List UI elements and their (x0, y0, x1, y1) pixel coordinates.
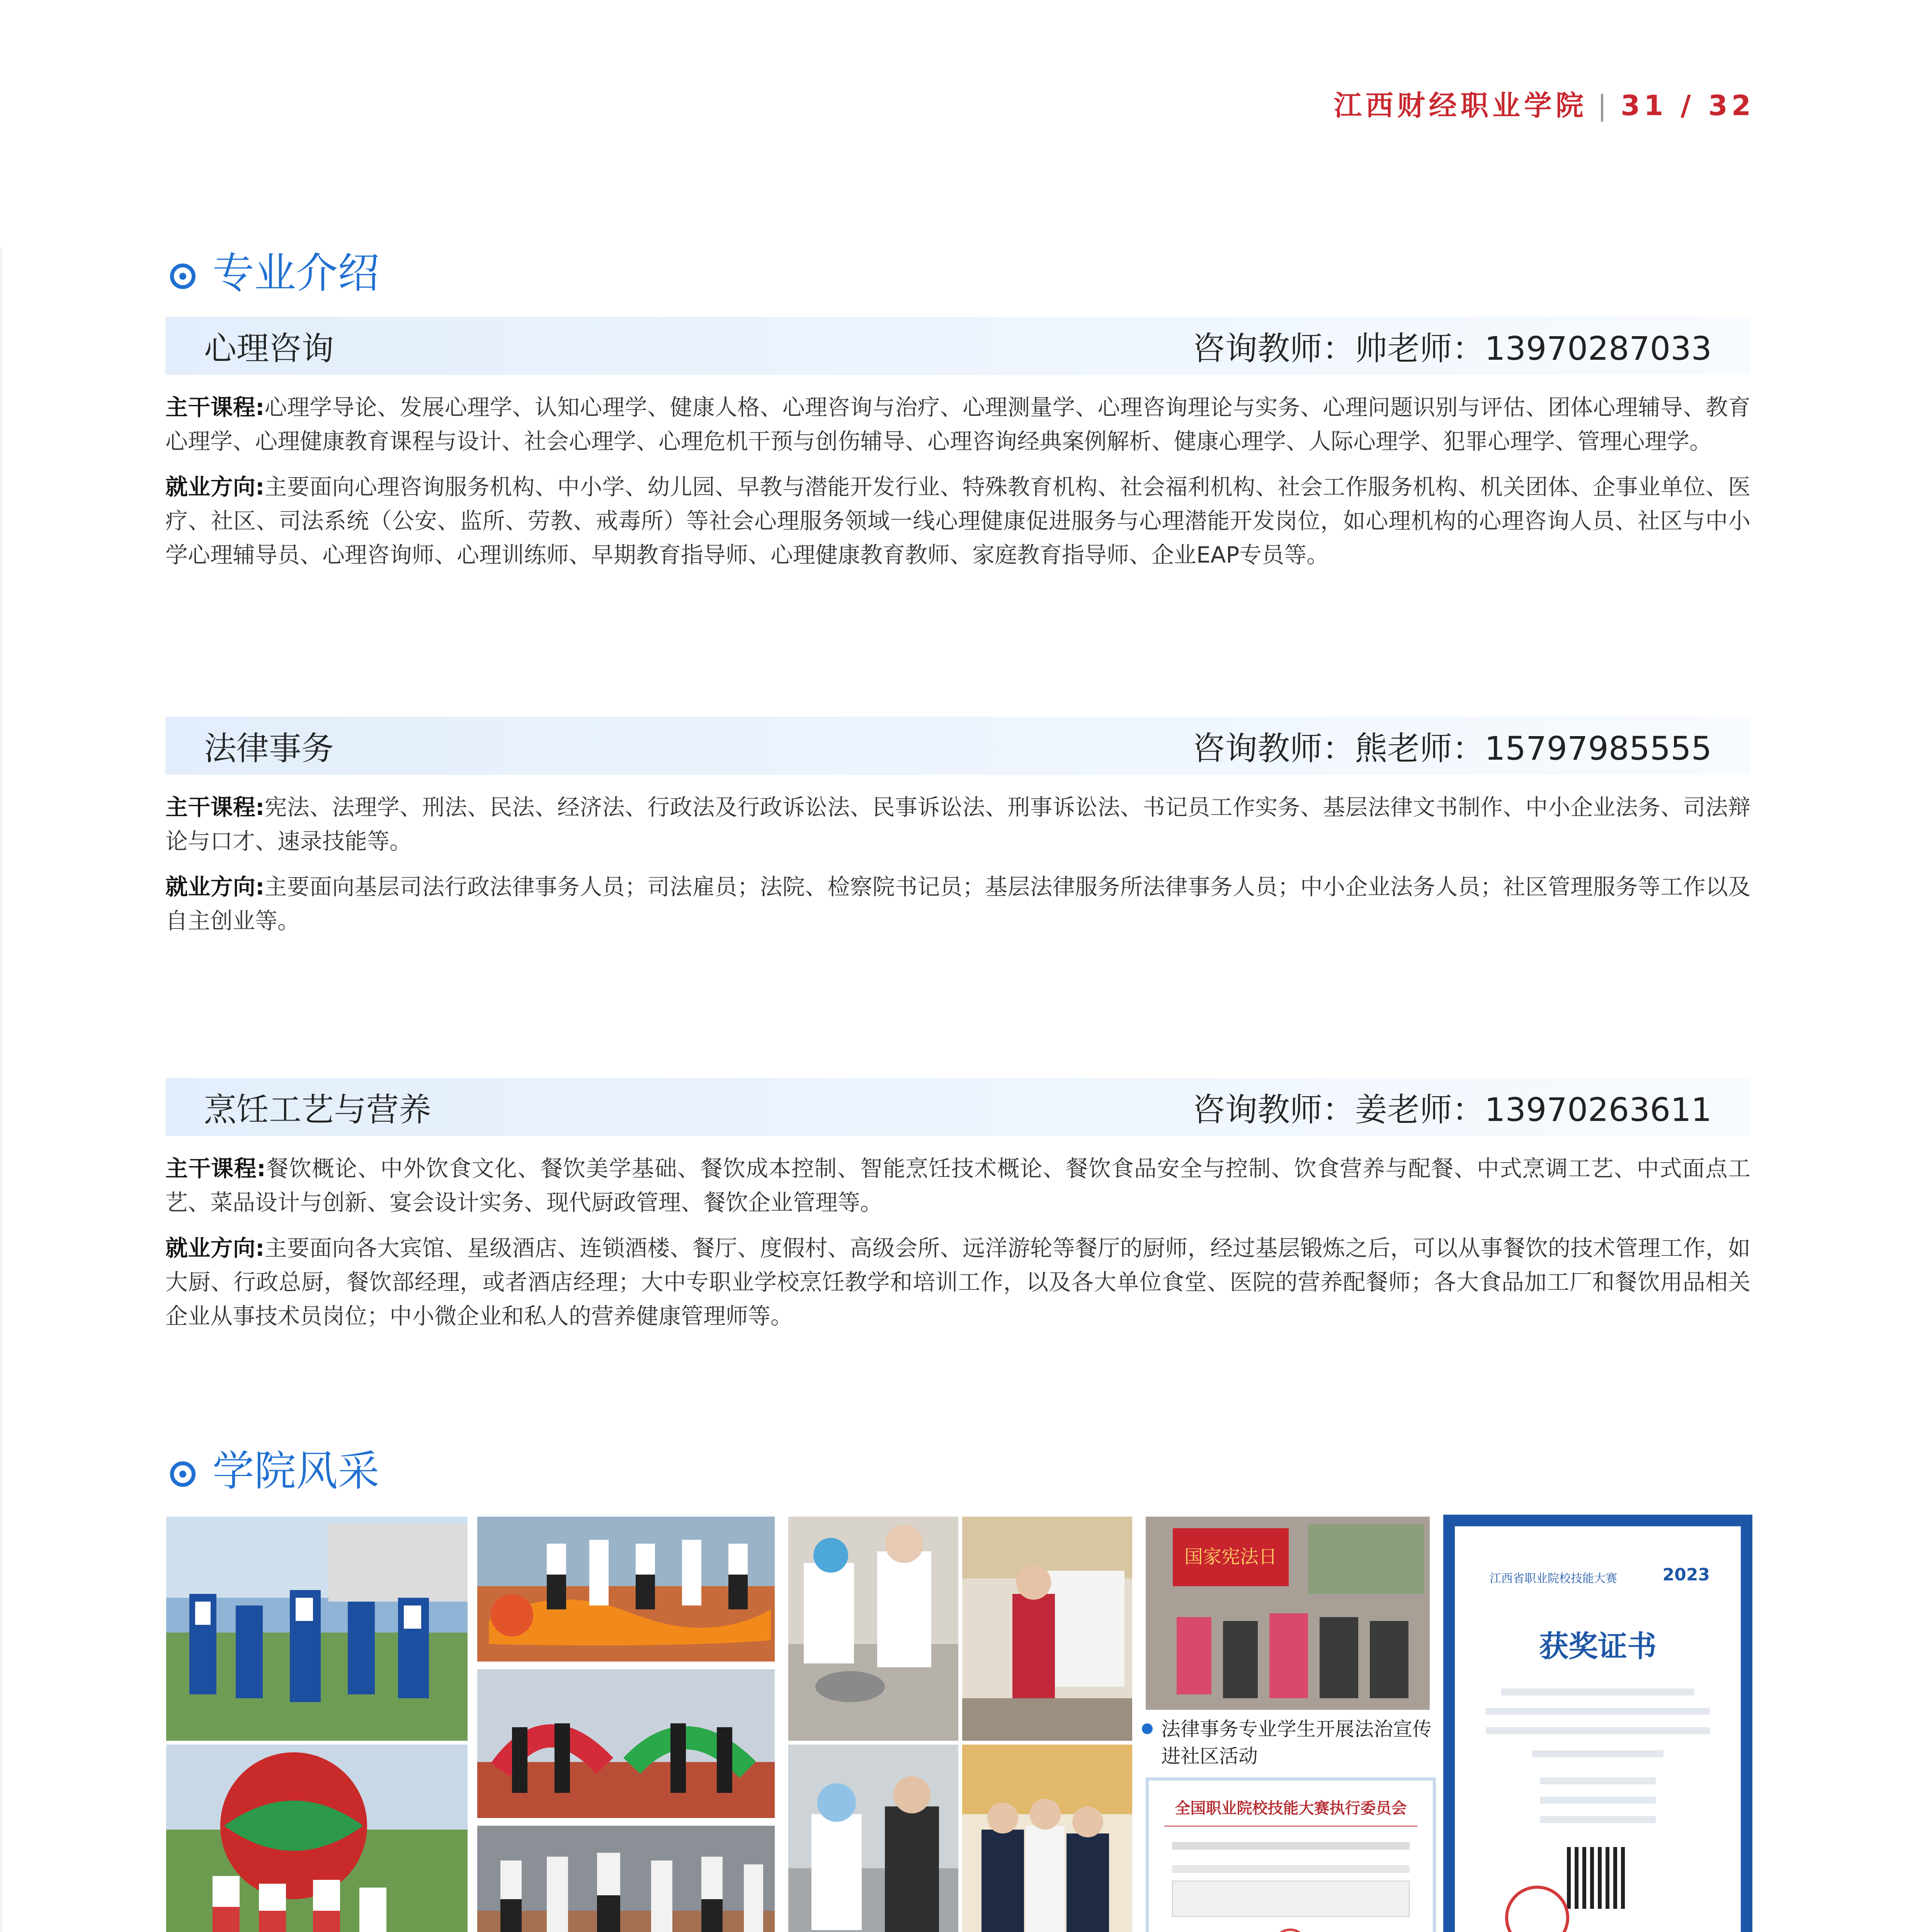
page-total: 32 (1708, 89, 1755, 122)
section-title-text: 学院风采 (213, 1447, 380, 1495)
major-header-bar (165, 717, 1750, 775)
courses-text: 心理学导论、发展心理学、认知心理学、健康人格、心理咨询与治疗、心理测量学、心理咨询理论与实务、心理问题识别与评估、团体心理辅导、教育心理学、心理健康教育课程与设计、社会心理学、心理危机干预与创伤辅导、心理咨询经典案例解析、健康心理学、人际心理学、犯罪心理学、管理心理学。 (165, 394, 1750, 454)
page-header (1334, 83, 1755, 123)
jobs-label: 就业方向: (165, 474, 265, 500)
major-contact: 咨询教师：姜老师：13970263611 (1192, 1090, 1712, 1129)
courses-text: 餐饮概论、中外饮食文化、餐饮美学基础、餐饮成本控制、智能烹饪技术概论、餐饮食品安全与控制、饮食营养与配餐、中式烹调工艺、中式面点工艺、菜品设计与创新、宴会设计实务、现代厨政管理、餐饮企业管理等。 (165, 1155, 1750, 1216)
law-day-banner-text: 国家宪法日 (1184, 1546, 1277, 1568)
photo-cooking-test-4 (962, 1745, 1132, 1932)
photo-outdoor-group (166, 1517, 468, 1741)
photo-inflatable-ball (166, 1745, 468, 1932)
cert-award-title: 获奖证书 (1539, 1629, 1657, 1663)
major-jobs (165, 870, 1750, 938)
section-title-intro (170, 240, 379, 299)
official-seal-icon (1272, 1929, 1308, 1932)
photo-team-game (477, 1826, 775, 1932)
major-header-bar (165, 317, 1750, 375)
school-name: 江西财经职业学院 (1334, 89, 1587, 122)
courses-text: 宪法、法理学、刑法、民法、经济法、行政法及行政诉讼法、民事诉讼法、刑事诉讼法、书记员工作实务、基层法律文书制作、中小企业法务、司法辩论与口才、速录技能等。 (165, 794, 1750, 854)
cert-provincial-2023 (1443, 1515, 1752, 1932)
cert-year: 2023 (1662, 1565, 1710, 1585)
cert-contest-name: 江西省职业院校技能大赛 (1490, 1572, 1617, 1585)
photo-cooking-test-2 (962, 1517, 1132, 1741)
photo-cooking-test-3 (788, 1745, 958, 1932)
jobs-label: 就业方向: (165, 874, 265, 900)
major-name: 法律事务 (204, 729, 334, 767)
major-header-bar (165, 1078, 1750, 1136)
major-courses (165, 1151, 1750, 1219)
jobs-text: 主要面向心理咨询服务机构、中小学、幼儿园、早教与潜能开发行业、特殊教育机构、社会福利机构、社会工作服务机构、机关团体、企事业单位、医疗、社区、司法系统（公安、监所、劳教、戒毒所）等社会心理服务领域一线心理健康促进服务与心理潜能开发岗位，如心理机构的心理咨询人员、社区与中小学心理辅导员、心理咨询师、心理训练师、早期教育指导师、心理健康教育教师、家庭教育指导师、企业EAP专员等。 (165, 474, 1750, 568)
courses-label: 主干课程: (165, 394, 265, 420)
section-title-text: 专业介绍 (213, 249, 380, 298)
courses-label: 主干课程: (165, 1155, 266, 1182)
photo-cooking-test-1 (788, 1517, 958, 1741)
jobs-text: 主要面向基层司法行政法律事务人员；司法雇员；法院、检察院书记员；基层法律服务所法律事务人员；中小企业法务人员；社区管理服务等工作以及自主创业等。 (165, 874, 1750, 934)
qr-code-icon (1567, 1847, 1629, 1909)
major-name: 心理咨询 (204, 329, 334, 367)
major-block-psychology (165, 317, 1750, 572)
page-slash: / (1667, 89, 1708, 122)
jobs-text: 主要面向各大宾馆、星级酒店、连锁酒楼、餐厅、度假村、高级会所、远洋游轮等餐厅的厨师，经过基层锻炼之后，可以从事餐饮的技术管理工作，如大厨、行政总厨，餐饮部经理，或者酒店经理；大中专职业学校烹饪教学和培训工作，以及各大单位食堂、医院的营养配餐师；各大食品加工厂和餐饮用品相关企业从事技术员岗位；中小微企业和私人的营养健康管理师等。 (165, 1235, 1750, 1329)
major-jobs (165, 470, 1750, 572)
section-title-style (170, 1437, 379, 1497)
major-contact: 咨询教师：熊老师：15797985555 (1192, 729, 1712, 767)
major-block-law (165, 717, 1750, 938)
major-contact: 咨询教师：帅老师：13970287033 (1192, 329, 1712, 367)
target-circle-icon (170, 264, 196, 289)
caption-law-community: 法律事务专业学生开展法治宣传 进社区活动 (1142, 1716, 1432, 1770)
major-name: 烹饪工艺与营养 (204, 1090, 432, 1129)
bullet-dot-icon (1142, 1723, 1153, 1734)
header-divider: | (1597, 89, 1611, 122)
photo-inflatable-dragon (477, 1517, 775, 1662)
left-margin-rule (0, 247, 2, 1932)
cert-national-notice (1146, 1777, 1436, 1932)
courses-label: 主干课程: (165, 794, 265, 820)
major-courses (165, 790, 1750, 858)
major-jobs (165, 1231, 1750, 1333)
target-circle-icon (170, 1461, 196, 1487)
cert-national-title: 全国职业院校技能大赛执行委员会 (1175, 1799, 1407, 1817)
cert-divider (1164, 1826, 1417, 1827)
major-block-culinary (165, 1078, 1750, 1333)
photo-law-community (1146, 1517, 1430, 1710)
major-courses (165, 390, 1750, 458)
official-seal-icon (1505, 1886, 1569, 1932)
photo-teamwork-tunnel (477, 1669, 775, 1818)
page-number: 31 (1621, 89, 1667, 122)
jobs-label: 就业方向: (165, 1235, 265, 1261)
